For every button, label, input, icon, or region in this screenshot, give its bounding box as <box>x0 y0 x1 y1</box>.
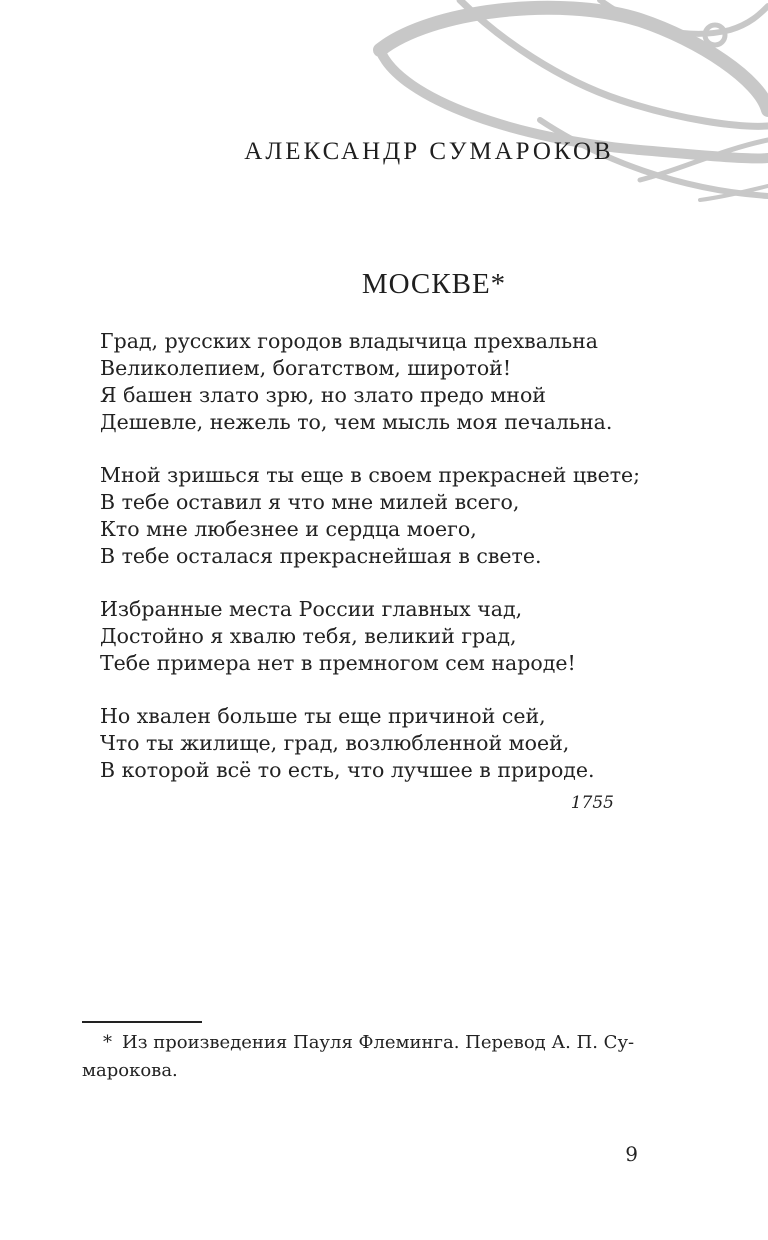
poem-line: В тебе осталася прекраснейшая в свете. <box>100 544 542 568</box>
poem-body <box>100 328 660 810</box>
stanza-3 <box>100 596 660 677</box>
page-number: 9 <box>625 1142 638 1166</box>
poem-title: МОСКВЕ* <box>361 268 507 300</box>
poem-line: Великолепием, богатством, широтой! <box>100 356 512 380</box>
poem-line: В тебе оставил я что мне милей всего, <box>100 490 520 514</box>
poem-line: Дешевле, нежель то, чем мысль моя печальна. <box>100 410 613 434</box>
stanza-1 <box>100 328 660 436</box>
poem-line: В которой всё то есть, что лучшее в природе. <box>100 758 595 782</box>
author-header: АЛЕКСАНДР СУМАРОКОВ <box>244 138 614 165</box>
poem-line: Кто мне любезнее и сердца моего, <box>100 517 477 541</box>
poem-line: Град, русских городов владычица прехвальна <box>100 329 599 353</box>
decorative-flourish <box>0 0 768 240</box>
poem-line: Мной зришься ты еще в своем прекрасней цвете; <box>100 463 641 487</box>
stanza-4 <box>100 703 660 784</box>
footnote-marker: * <box>103 1032 112 1053</box>
poem-line: Достойно я хвалю тебя, великий град, <box>100 624 517 648</box>
poem-line: Но хвален больше ты еще причиной сей, <box>100 704 546 728</box>
stanza-2 <box>100 462 660 570</box>
footnote-divider <box>82 1021 202 1023</box>
poem-line: Тебе примера нет в премногом сем народе! <box>100 651 576 675</box>
poem-line: Что ты жилище, град, возлюбленной моей, <box>100 731 570 755</box>
footnote <box>82 1029 638 1085</box>
poem-line: Избранные места России главных чад, <box>100 597 523 621</box>
footnote-text-line-2: марокова. <box>82 1060 178 1081</box>
poem-year: 1755 <box>570 793 614 813</box>
footnote-text-line-1: Из произведения Пауля Флеминга. Перевод А. П. Су- <box>122 1032 635 1053</box>
poem-line: Я башен злато зрю, но злато предо мной <box>100 383 546 407</box>
